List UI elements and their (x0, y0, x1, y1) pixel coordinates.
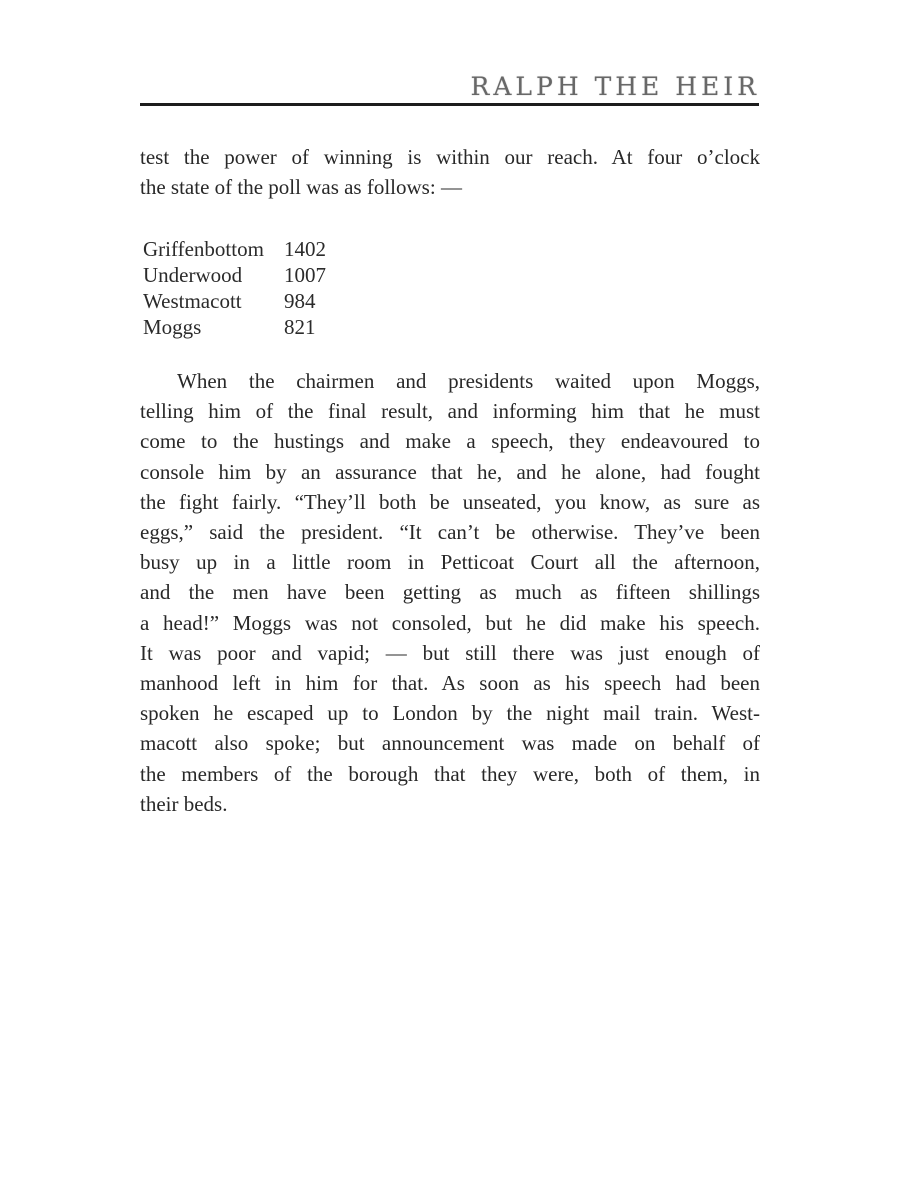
vote-count: 984 (284, 289, 316, 313)
text-line: busy up in a little room in Petticoat Court all the afternoon, (140, 550, 760, 575)
text-line: macott also spoke; but announcement was made on behalf of (140, 731, 760, 756)
text-line: It was poor and vapid; — but still there was just enough of (140, 640, 760, 665)
candidate-name: Underwood (143, 263, 243, 287)
text-line: When the chairmen and presidents waited upon Moggs, (177, 369, 760, 393)
text-line: the fight fairly. “They’ll both be unseated, you know, as sure as (140, 489, 760, 514)
text-line: and the men have been getting as much as fifteen shillings (140, 580, 760, 605)
text-line: console him by an assurance that he, and he alone, had fought (140, 459, 760, 484)
vote-count: 1402 (284, 237, 326, 261)
vote-count: 821 (284, 315, 316, 339)
poll-results (143, 236, 326, 340)
running-head: RALPH THE HEIR (470, 72, 760, 101)
header-rule (140, 103, 759, 106)
text-line: a head!” Moggs was not consoled, but he did make his speech. (140, 610, 760, 635)
poll-row (143, 262, 326, 288)
text-line: spoken he escaped up to London by the night mail train. West- (140, 701, 760, 726)
text-line: come to the hustings and make a speech, they endeavoured to (140, 429, 760, 454)
poll-row (143, 314, 326, 340)
candidate-name: Westmacott (143, 289, 242, 313)
text-line: manhood left in him for that. As soon as his speech had been (140, 671, 760, 696)
poll-row (143, 288, 326, 314)
poll-row (143, 236, 326, 262)
opening-paragraph (140, 142, 760, 202)
vote-count: 1007 (284, 263, 326, 287)
main-paragraph (140, 366, 760, 819)
text-line: the state of the poll was as follows: — (140, 175, 462, 199)
text-line: telling him of the final result, and informing him that he must (140, 399, 760, 424)
text-line: the members of the borough that they were, both of them, in (140, 761, 760, 786)
text-line: test the power of winning is within our reach. At four o’clock (140, 145, 760, 169)
text-line: eggs,” said the president. “It can’t be otherwise. They’ve been (140, 520, 760, 545)
candidate-name: Griffenbottom (143, 237, 264, 261)
text-line: their beds. (140, 791, 228, 816)
candidate-name: Moggs (143, 315, 202, 339)
